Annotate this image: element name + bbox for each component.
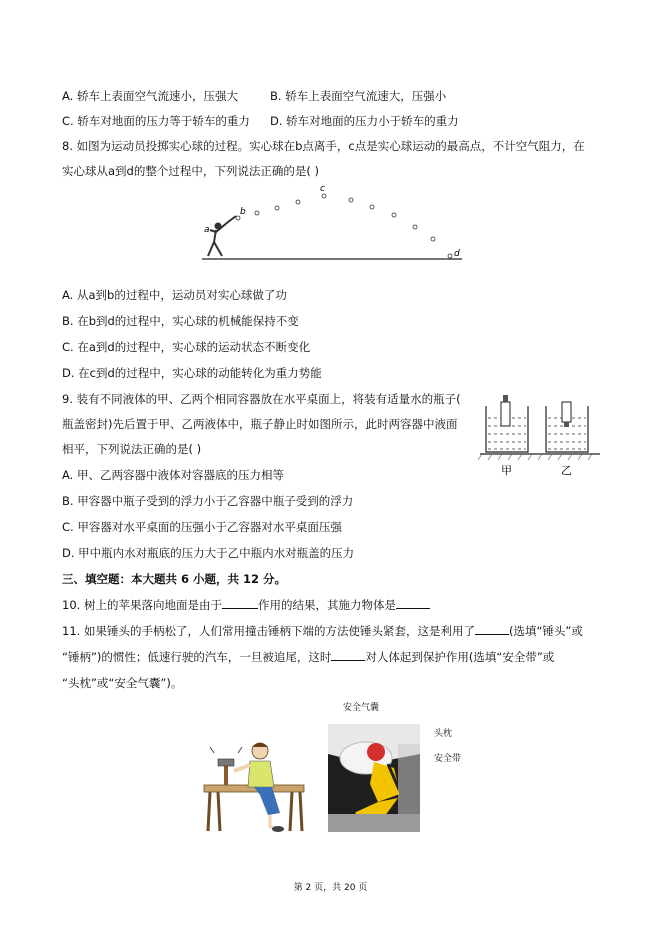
q8-option-b: B. 在b到d的过程中，实心球的机械能保持不变: [62, 314, 299, 328]
q11-text-4: 对人体起到保护作用(选填“安全带”或: [365, 650, 555, 664]
q9-stem-line3: 相平，下列说法正确的是( ): [62, 442, 202, 456]
q9-option-c: C. 甲容器对水平桌面的压强小于乙容器对水平桌面压强: [62, 520, 342, 534]
page-footer: 第 2 页，共 20 页: [293, 883, 368, 893]
label-d: d: [454, 249, 460, 259]
q11-line3: “头枕”或“安全气囊”)。: [62, 676, 183, 690]
q10: [62, 597, 430, 613]
q7-option-b: B. 轿车上表面空气流速大，压强小: [270, 89, 447, 103]
q8-stem-line1: 8. 如图为运动员投掷实心球的过程。实心球在b点离手，c点是实心球运动的最高点，不计空气阻力，在: [62, 139, 585, 153]
car-airbag-figure: [328, 700, 468, 834]
q10-text-1: 10. 树上的苹果落向地面是由于: [62, 598, 222, 612]
label-b: b: [240, 207, 246, 217]
q10-text-2: 作用的结果，其施力物体是: [257, 598, 396, 612]
q7-option-d: D. 轿车对地面的压力小于轿车的重力: [270, 114, 459, 128]
q10-blank-1: [222, 598, 258, 609]
q11-text-2: (选填“锤头”或: [508, 624, 583, 638]
q8-option-d: D. 在c到d的过程中，实心球的动能转化为重力势能: [62, 366, 322, 380]
label-c: c: [320, 184, 325, 194]
q7-option-c: C. 轿车对地面的压力等于轿车的重力: [62, 114, 250, 128]
q9-stem-line1: 9. 装有不同液体的甲、乙两个相同容器放在水平桌面上，将装有适量水的瓶子(: [62, 392, 461, 406]
car-interior-photo: [328, 724, 420, 832]
q11-blank-2: [331, 650, 365, 661]
q11-text-1: 11. 如果锤头的手柄松了，人们常用撞击锤柄下端的方法使锤头紧套，这是利用了: [62, 624, 475, 638]
q7-option-a: A. 轿车上表面空气流速小，压强大: [62, 89, 238, 103]
q9-stem-line2: 瓶盖密封)先后置于甲、乙两液体中，瓶子静止时如图所示，此时两容器中液面: [62, 417, 458, 431]
label-jia: 甲: [501, 464, 512, 477]
section-heading: 三、填空题：本大题共 6 小题，共 12 分。: [62, 572, 287, 586]
q8-stem-line2: 实心球从a到d的整个过程中，下列说法正确的是( ): [62, 164, 319, 178]
q9-option-b: B. 甲容器中瓶子受到的浮力小于乙容器中瓶子受到的浮力: [62, 494, 354, 508]
q11-text-3: “锤柄”)的惯性；低速行驶的汽车，一旦被追尾，这时: [62, 650, 332, 664]
q10-blank-2: [396, 598, 430, 609]
shot-put-figure: [196, 182, 468, 266]
q9-option-d: D. 甲中瓶内水对瓶底的压力大于乙中瓶内水对瓶盖的压力: [62, 546, 355, 560]
label-headrest: 头枕: [434, 729, 453, 739]
q8-option-c: C. 在a到d的过程中，实心球的运动状态不断变化: [62, 340, 311, 354]
label-a: a: [204, 225, 210, 235]
q11-line1: [62, 623, 583, 639]
q8-option-a: A. 从a到b的过程中，运动员对实心球做了功: [62, 288, 287, 302]
q9-option-a: A. 甲、乙两容器中液体对容器底的压力相等: [62, 468, 284, 482]
q11-line2: [62, 649, 554, 665]
containers-figure: [478, 386, 602, 478]
label-yi: 乙: [561, 464, 572, 477]
label-seatbelt: 安全带: [434, 754, 462, 764]
label-airbag: 安全气囊: [343, 703, 380, 713]
q11-blank-1: [475, 624, 509, 635]
hammer-figure: [198, 735, 310, 835]
